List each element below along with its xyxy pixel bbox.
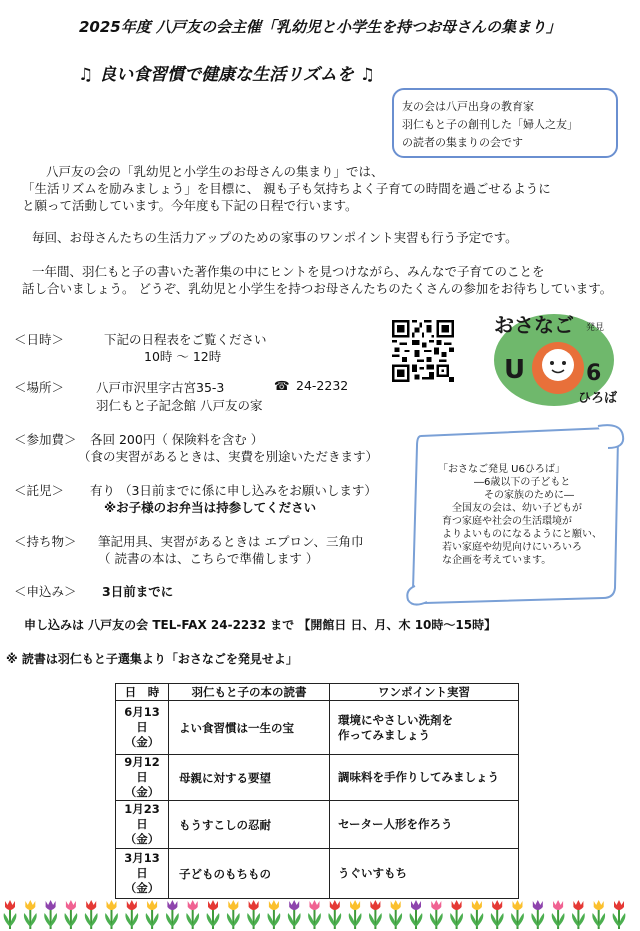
schedule-table: [115, 683, 519, 899]
bring-value: 筆記用具、実習があるときは エプロン、三角巾: [98, 534, 364, 549]
info-box: [392, 88, 618, 158]
phone-icon: ☎: [274, 378, 290, 393]
tulip-icon: [44, 900, 57, 929]
logo-small-text: 発見: [586, 323, 605, 333]
tulip-icon: [186, 900, 199, 929]
tulip-icon: [491, 900, 504, 929]
tulip-icon: [592, 900, 605, 929]
tulip-icon: [511, 900, 524, 929]
tulip-icon: [85, 900, 98, 929]
tulip-icon: [572, 900, 585, 929]
row-date: 9月12日 （金）: [116, 755, 169, 801]
tulip-icon: [389, 900, 402, 929]
row-book: もうすこしの忍耐: [169, 801, 330, 849]
tulip-icon: [410, 900, 423, 929]
intro-line: と願って活動しています。今年度も下記の日程で行います。: [22, 198, 358, 213]
tulip-icon: [471, 900, 484, 929]
tulip-icon: [24, 900, 37, 929]
scroll-line: その家族のために―: [484, 490, 574, 501]
row-activity: うぐいすもち: [330, 849, 519, 899]
fee-note: （食の実習があるときは、実費を別途いただきます）: [78, 449, 379, 464]
apply-label: ＜申込み＞: [14, 584, 77, 599]
row-activity: 環境にやさしい洗剤を 作ってみましょう: [330, 701, 519, 755]
row-date: 3月13日 （金）: [116, 849, 169, 899]
tulip-icon: [207, 900, 220, 929]
childcare-note: ※お子様のお弁当は持参してください: [104, 500, 317, 515]
header-date: 日 時: [116, 684, 169, 701]
tulip-icon: [247, 900, 260, 929]
intro-line: 一年間、羽仁もと子の書いた著作集の中にヒントを見つけながら、みんなで子育てのことを: [32, 264, 545, 279]
place-name: 羽仁もと子記念館 八戸友の家: [96, 398, 263, 413]
info-line: の読者の集まりの会です: [402, 136, 523, 149]
table-header-row: [116, 684, 519, 701]
scroll-line: 育つ家庭や社会の生活環境が: [442, 516, 572, 527]
page-title: 2025年度 八戸友の会主催「乳幼児と小学生を持つお母さんの集まり」: [79, 18, 561, 36]
row-book: 母親に対する要望: [169, 755, 330, 801]
logo-hiroba-text: ひろば: [578, 391, 618, 406]
qr-code-icon[interactable]: [392, 320, 454, 382]
childcare-value: 有り （3日前までに係に申し込みをお願いします）: [90, 483, 377, 498]
table-row: [116, 801, 519, 849]
tulip-icon: [308, 900, 321, 929]
logo-text: おさなご: [494, 313, 574, 337]
svg-text:6: 6: [586, 361, 602, 386]
tulip-icon: [146, 900, 159, 929]
tulip-icon: [613, 900, 626, 929]
tulip-icon: [105, 900, 118, 929]
tulip-icon: [288, 900, 301, 929]
subtitle: ♫ 良い食習慣で健康な生活リズムを ♫: [78, 65, 375, 85]
tulip-icon: [227, 900, 240, 929]
intro-line: 「生活リズムを励みましょう」を目標に、 親も子も気持ちよく子育ての時間を過ごせるように: [22, 181, 551, 196]
place-address: 八戸市沢里字古宮35-3: [96, 380, 225, 395]
row-book: 子どものもちもの: [169, 849, 330, 899]
row-date: 1月23日 （金）: [116, 801, 169, 849]
row-date: 6月13日 （金）: [116, 701, 169, 755]
scroll-line: な企画を考えています。: [442, 555, 552, 566]
tulip-icon: [430, 900, 443, 929]
place-label: ＜場所＞: [14, 380, 65, 395]
tulip-icon: [369, 900, 382, 929]
u6-hiroba-logo: [488, 308, 620, 408]
header-activity: ワンポイント実習: [330, 684, 519, 701]
fee-value: 各回 200円（ 保険料を含む ）: [90, 432, 264, 447]
scroll-line: 若い家庭や幼児向けにいろいろ: [442, 542, 582, 553]
fee-label: ＜参加費＞: [14, 432, 77, 447]
date-value: 下記の日程表をご覧ください: [104, 332, 267, 347]
apply-value: 3日前までに: [102, 584, 174, 599]
tulip-border-icon: [0, 893, 640, 931]
tulip-icon: [531, 900, 544, 929]
row-activity: 調味料を手作りしてみましょう: [330, 755, 519, 801]
scroll-line: ―6歳以下の子どもと: [474, 477, 571, 488]
scroll-line: 全国友の会は、幼い子どもが: [452, 503, 582, 514]
header-book: 羽仁もと子の本の読書: [169, 684, 330, 701]
svg-text:U: U: [504, 355, 526, 385]
bring-label: ＜持ち物＞: [14, 534, 77, 549]
tulip-icon: [268, 900, 281, 929]
tulip-icon: [349, 900, 362, 929]
phone-number: 24-2232: [296, 378, 349, 393]
info-line: 羽仁もと子の創刊した「婦人之友」: [402, 118, 578, 131]
time-value: 10時 ～ 12時: [144, 349, 222, 364]
table-row: [116, 701, 519, 755]
tulip-icon: [450, 900, 463, 929]
table-row: [116, 849, 519, 899]
tulip-icon: [328, 900, 341, 929]
intro-line: 話し合いましょう。 どうぞ、乳幼児と小学生を持つお母さんたちのたくさんの参加をお待ちしています。: [22, 281, 613, 296]
scroll-line: よりよいものになるようにと願い、: [442, 529, 602, 540]
tulip-icon: [166, 900, 179, 929]
reading-note: ※ 読書は羽仁もと子選集より「おさなごを発見せよ」: [6, 652, 298, 666]
scroll-line: 「おさなご発見 U6ひろば」: [438, 464, 565, 475]
table-row: [116, 755, 519, 801]
tulip-icon: [4, 900, 17, 929]
intro-line: 八戸友の会の「乳幼児と小学生のお母さんの集まり」では、: [46, 164, 384, 179]
bring-note: （ 読書の本は、こちらで準備します ）: [98, 551, 319, 566]
tulip-icon: [552, 900, 565, 929]
contact-line: 申し込みは 八戸友の会 TEL-FAX 24-2232 まで 【開館日 日、月、木 10時～15時】: [24, 618, 497, 632]
tulip-icon: [65, 900, 78, 929]
row-book: よい食習慣は一生の宝: [169, 701, 330, 755]
row-activity: セーター人形を作ろう: [330, 801, 519, 849]
intro-line: 毎回、お母さんたちの生活力アップのための家事のワンポイント実習も行う予定です。: [32, 230, 518, 245]
info-line: 友の会は八戸出身の教育家: [402, 100, 534, 113]
date-label: ＜日時＞: [14, 332, 65, 347]
tulip-icon: [125, 900, 138, 929]
childcare-label: ＜託児＞: [14, 483, 65, 498]
